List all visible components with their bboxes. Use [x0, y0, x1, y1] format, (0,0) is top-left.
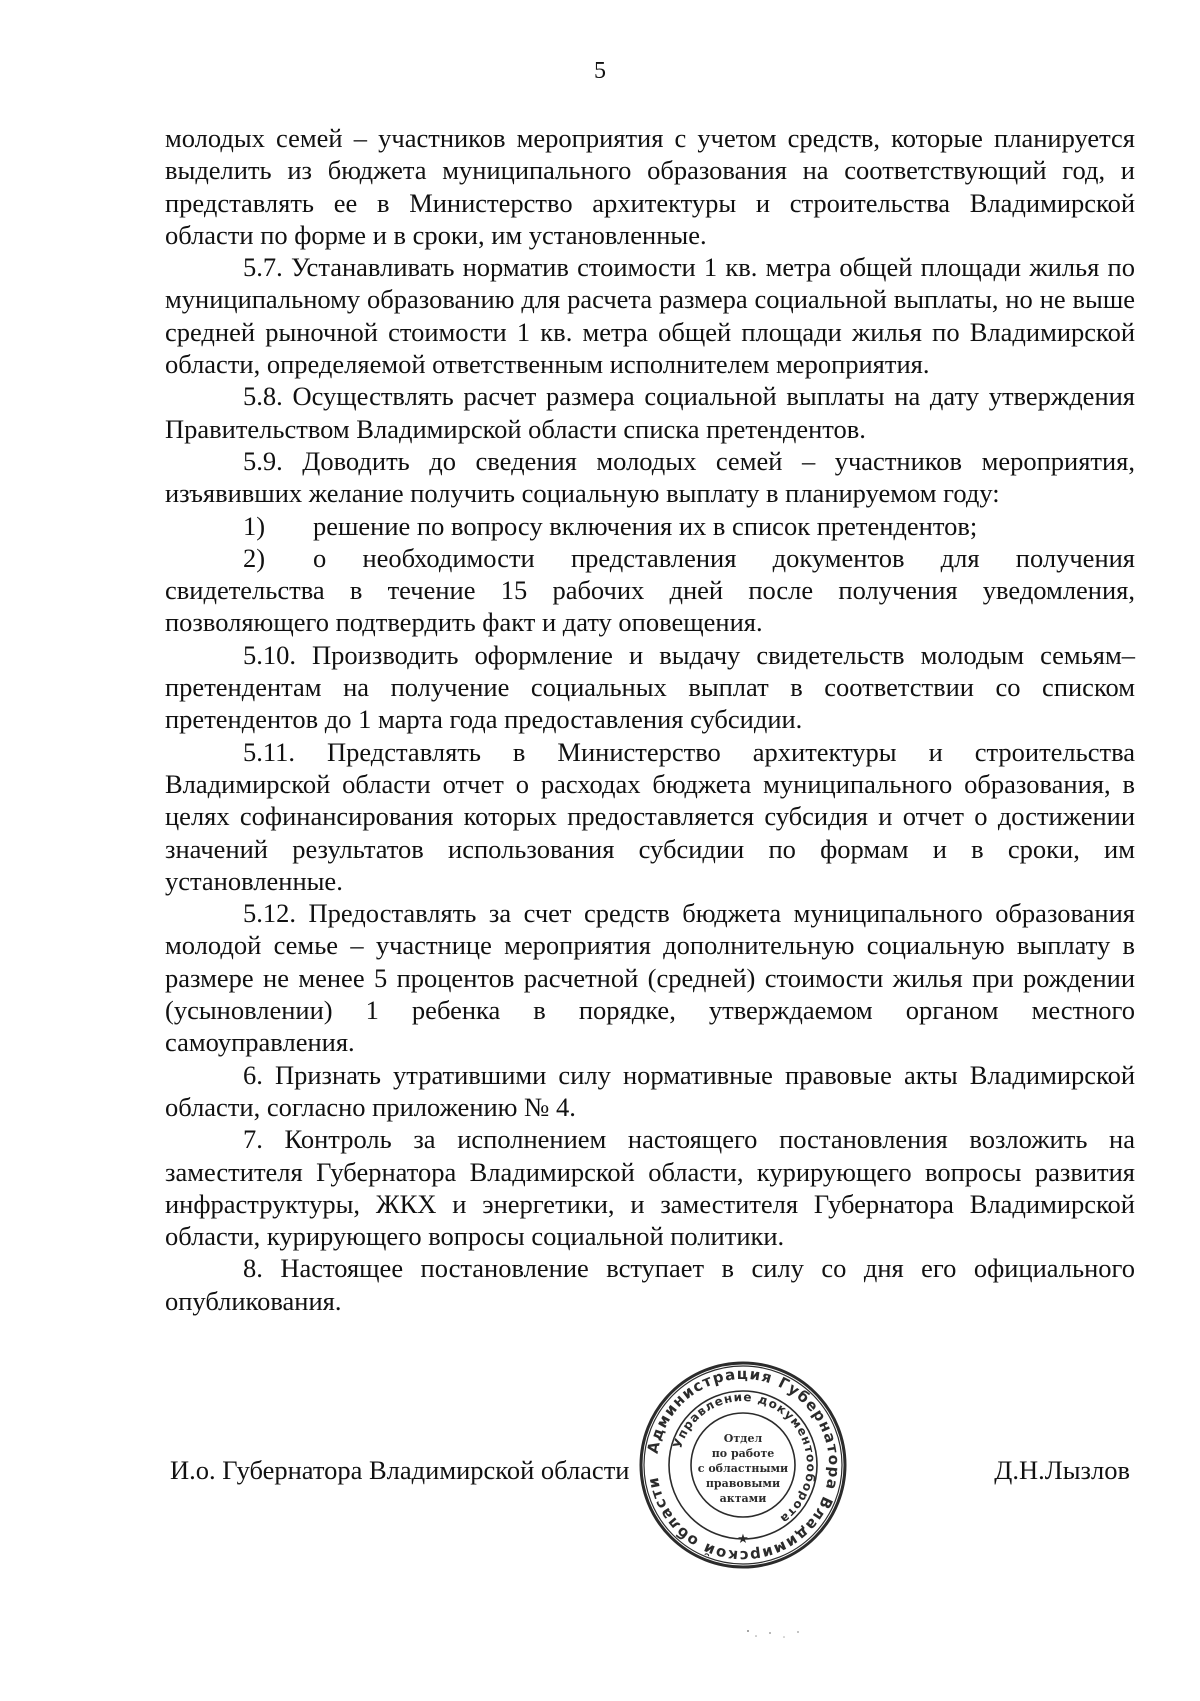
list-item-2 — [165, 542, 1135, 639]
signatory-position: И.о. Губернатора Владимирской области — [170, 1455, 630, 1485]
stamp-graphic — [638, 1360, 848, 1570]
page-number: 5 — [594, 58, 606, 84]
paragraph-8: 8. Настоящее постановление вступает в силу со дня его официального опубликования. — [165, 1253, 1135, 1316]
paragraph-7: 7. Контроль за исполнением настоящего постановления возложить на заместителя Губернатора Владимирской области, курирующего вопросы развития инфраструктуры, ЖКХ и энергетики, и заместителя Губернатора Владимирской области, курирующего вопросы социальной политики. — [165, 1124, 1135, 1252]
paragraph-5-7: 5.7. Устанавливать норматив стоимости 1 кв. метра общей площади жилья по муниципальному образованию для расчета размера социальной выплаты, но не выше средней рыночной стоимости 1 кв. метра общей площади жилья по Владимирской области, определяемой ответственным исполнителем мероприятия. — [165, 252, 1135, 380]
stamp-star-icon: ★ — [737, 1531, 749, 1546]
stamp-center-line: правовыми — [705, 1477, 781, 1490]
scan-specks — [740, 1625, 810, 1643]
list-item-text: решение по вопросу включения их в список претендентов; — [313, 510, 978, 541]
list-item-number: 1) — [243, 510, 266, 541]
document-body — [165, 122, 1135, 1317]
paragraph-5-12: 5.12. Предоставлять за счет средств бюджета муниципального образования молодой семье – участнице мероприятия дополнительную социальную выплату в размере не менее 5 процентов расчетной (средней) стоимости жилья при рождении (усыновлении) 1 ребенка в порядке, утверждаемом органом местного самоуправления. — [165, 898, 1135, 1058]
list-item-number: 2) — [243, 542, 266, 573]
list-item-text: о необходимости представления документов для получения свидетельства в течение 15 рабочих дней после получения уведомления, позволяющего подтвердить факт и дату оповещения. — [165, 542, 1135, 638]
paragraph-5-8: 5.8. Осуществлять расчет размера социальной выплаты на дату утверждения Правительством Владимирской области списка претендентов. — [165, 381, 1135, 444]
paragraph-5-11: 5.11. Представлять в Министерство архитектуры и строительства Владимирской области отчет о расходах бюджета муниципального образования, в целях софинансирования которых предоставляется субсидия и отчет о достижении значений результатов использования субсидии по формам и в сроки, им установленные. — [165, 736, 1135, 896]
stamp-outer-text: Администрация Губернатора Владимирской области — [643, 1364, 844, 1566]
signatory-name: Д.Н.Лызлов — [994, 1455, 1130, 1485]
official-stamp — [638, 1360, 848, 1570]
paragraph-6: 6. Признать утратившими силу нормативные правовые акты Владимирской области, согласно приложению № 4. — [165, 1059, 1135, 1122]
paragraph: молодых семей – участников мероприятия с учетом средств, которые планируется выделить из бюджета муниципального образования на соответствующий год, и представлять ее в Министерство архитектуры и строительства Владимирской области по форме и в сроки, им установленные. — [165, 123, 1135, 250]
paragraph-5-9: 5.9. Доводить до сведения молодых семей – участников мероприятия, изъявивших желание получить социальную выплату в планируемом году: — [165, 445, 1135, 509]
stamp-center-line: с областными — [697, 1462, 789, 1475]
stamp-center-line: актами — [719, 1492, 767, 1505]
paragraph-5-10: 5.10. Производить оформление и выдачу свидетельств молодым семьям–претендентам на получение социальных выплат в соответствии со списком претендентов до 1 марта года предоставления субсидии. — [165, 639, 1135, 735]
list-item-1 — [165, 510, 1135, 542]
stamp-inner-text: Управление документооборота — [670, 1389, 819, 1527]
stamp-center-line: Отдел — [723, 1432, 763, 1445]
stamp-center-line: по работе — [711, 1447, 775, 1460]
